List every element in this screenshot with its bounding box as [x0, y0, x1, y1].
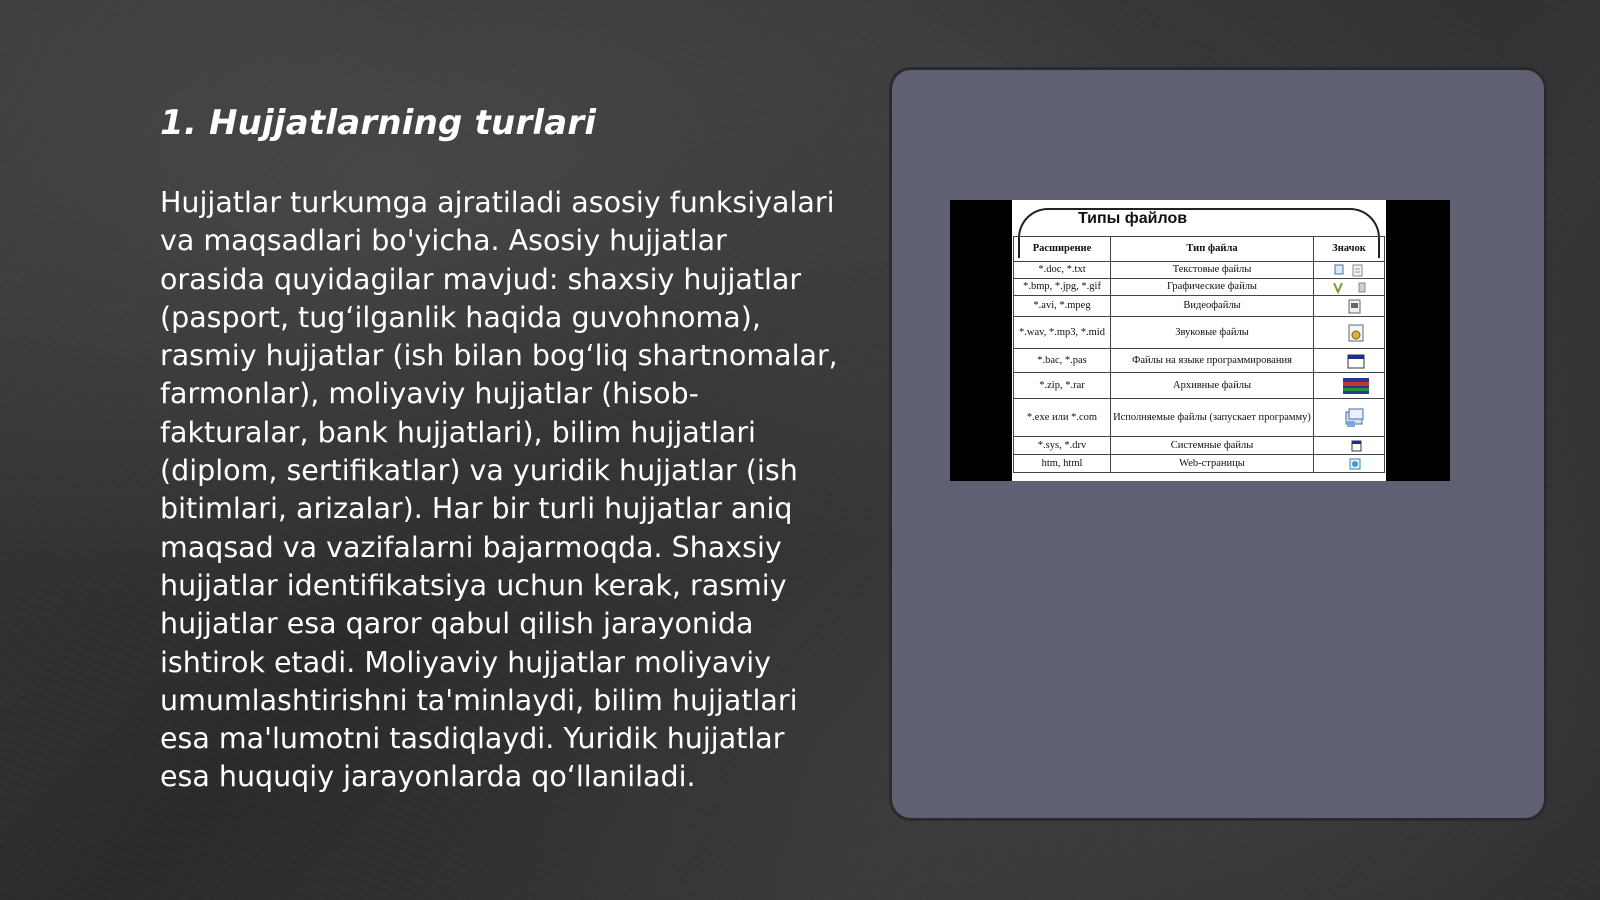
code-file-icon	[1329, 352, 1369, 370]
table-row	[1014, 437, 1385, 455]
audio-file-icon	[1329, 322, 1369, 344]
cell-extension: *.avi, *.mpeg	[1014, 296, 1111, 317]
cell-icon	[1314, 279, 1385, 296]
cell-file-type: Графические файлы	[1111, 279, 1314, 296]
cell-extension: *.doc, *.txt	[1014, 262, 1111, 279]
cell-file-type: Звуковые файлы	[1111, 317, 1314, 349]
cell-extension: *.bmp, *.jpg, *.gif	[1014, 279, 1111, 296]
image-file-icon	[1329, 281, 1369, 294]
cell-extension: htm, html	[1014, 455, 1111, 473]
header-extension: Расширение	[1014, 237, 1111, 262]
cell-file-type: Архивные файлы	[1111, 373, 1314, 399]
table-row	[1014, 349, 1385, 373]
cell-icon	[1314, 296, 1385, 317]
file-types-picture	[950, 200, 1450, 481]
cell-icon	[1314, 262, 1385, 279]
slide-title: 1. Hujjatlarning turlari	[160, 103, 597, 143]
table-row	[1014, 317, 1385, 349]
header-file-type: Тип файла	[1111, 237, 1314, 262]
table-row	[1014, 399, 1385, 437]
file-types-sheet	[1012, 200, 1386, 481]
cell-extension: *.sys, *.drv	[1014, 437, 1111, 455]
cell-file-type: Файлы на языке программирования	[1111, 349, 1314, 373]
cell-file-type: Системные файлы	[1111, 437, 1314, 455]
system-file-icon	[1329, 439, 1369, 453]
cell-icon	[1314, 455, 1385, 473]
table-row	[1014, 262, 1385, 279]
sheet-title: Типы файлов	[1078, 210, 1188, 227]
cell-icon	[1314, 317, 1385, 349]
cell-icon	[1314, 399, 1385, 437]
cell-file-type: Исполняемые файлы (запускает программу)	[1111, 399, 1314, 437]
cell-icon	[1314, 349, 1385, 373]
web-page-icon	[1329, 457, 1369, 471]
executable-file-icon	[1329, 406, 1369, 430]
table-row	[1014, 296, 1385, 317]
table-header-row	[1014, 237, 1385, 262]
cell-file-type: Текстовые файлы	[1111, 262, 1314, 279]
file-types-table	[1013, 236, 1385, 473]
table-row	[1014, 373, 1385, 399]
cell-extension: *.wav, *.mp3, *.mid	[1014, 317, 1111, 349]
table-row	[1014, 455, 1385, 473]
archive-file-icon	[1329, 376, 1369, 396]
cell-extension: *.zip, *.rar	[1014, 373, 1111, 399]
text-file-icon	[1329, 264, 1369, 277]
video-file-icon	[1329, 298, 1369, 314]
cell-extension: *.bac, *.pas	[1014, 349, 1111, 373]
table-row	[1014, 279, 1385, 296]
cell-file-type: Web-страницы	[1111, 455, 1314, 473]
slide-body-text: Hujjatlar turkumga ajratiladi asosiy funksiyalari va maqsadlari bo'yicha. Asosiy hujjatlar orasida quyidagilar mavjud: shaxsiy hujjatlar (pasport, tug‘ilganlik haqida guvohnoma), rasmiy hujjatlar (ish bilan bog‘liq shartnomalar, farmonlar), moliyaviy hujjatlar (hisob-fakturalar, bank hujjatlari), bilim hujjatlari (diplom, sertifikatlar) va yuridik hujjatlar (ish bitimlari, arizalar). Har bir turli hujjatlar aniq maqsad va vazifalarni bajarmoqda. Shaxsiy hujjatlar identifikatsiya uchun kerak, rasmiy hujjatlar esa qaror qabul qilish jarayonida ishtirok etadi. Moliyaviy hujjatlar moliyaviy umumlashtirishni ta'minlaydi, bilim hujjatlari esa ma'lumotni tasdiqlaydi. Yuridik hujjatlar esa huquqiy jarayonlarda qo‘llaniladi.	[160, 186, 838, 794]
cell-icon	[1314, 373, 1385, 399]
cell-icon	[1314, 437, 1385, 455]
cell-extension: *.exe или *.com	[1014, 399, 1111, 437]
header-icon: Значок	[1314, 237, 1385, 262]
cell-file-type: Видеофайлы	[1111, 296, 1314, 317]
sheet-header	[1012, 200, 1386, 238]
